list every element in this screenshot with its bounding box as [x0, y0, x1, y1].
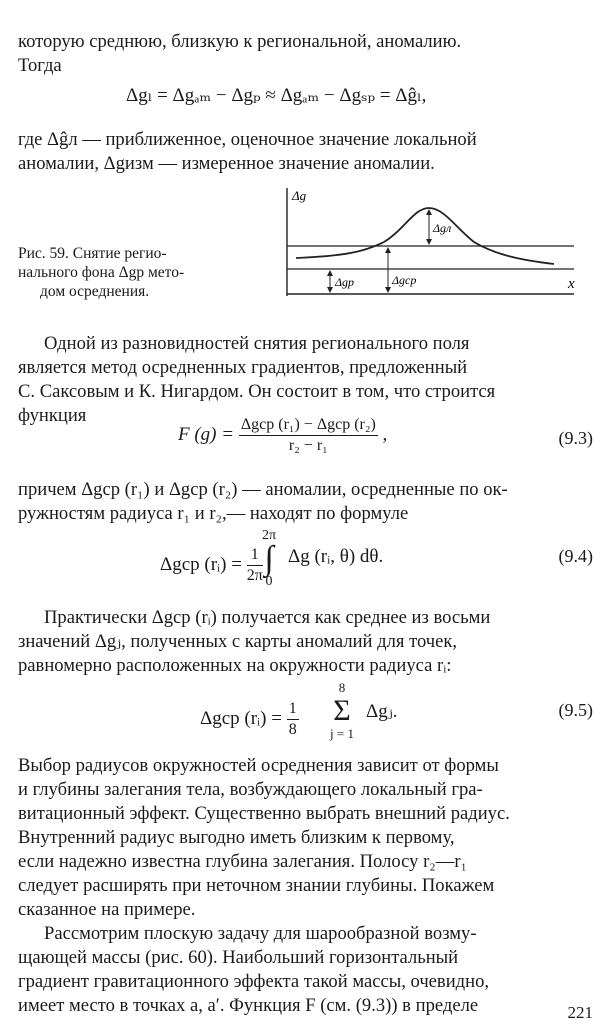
axis-y-label: Δg [292, 188, 307, 203]
text-line: причем Δgср (r₁) и Δgср (r₂) — аномалии, осредненные по ок- [18, 479, 508, 500]
sum-limits [322, 680, 362, 742]
fraction-numerator: 1 [247, 546, 263, 566]
equation-number: (9.5) [558, 700, 593, 720]
paragraph-2 [18, 128, 593, 176]
fraction-denominator: 2π [246, 567, 263, 584]
equation-9-4 [18, 528, 593, 598]
equation-number: (9.3) [558, 428, 593, 448]
equation-lhs: Δgср (rᵢ) = [160, 553, 242, 575]
integral-limits [254, 528, 284, 590]
text-line: функция [18, 405, 87, 426]
sum-upper: 8 [338, 680, 346, 695]
equation-9-3 [18, 416, 593, 464]
text-line: Внутренний радиус выгодно иметь близким к первому, [18, 827, 455, 848]
caption-line: Рис. 59. Снятие регио- [18, 245, 167, 262]
figure-caption [18, 244, 228, 301]
axis-x-label: x [568, 276, 575, 292]
text-line: если надежно известна глубина залегания. Полосу r₂—r₁ [18, 851, 468, 872]
equation-text: Δgₗ = Δgₐₘ − Δgₚ ≈ Δgₐₘ − Δgₛₚ = Δĝₗ, [126, 85, 427, 106]
paragraph-7 [18, 922, 593, 1018]
integral-lower: 0 [265, 574, 273, 589]
text-line: витационный эффект. Существенно выбрать внешний радиус. [18, 803, 510, 824]
arrowhead-icon [426, 209, 432, 215]
text-line: аномалии, Δgизм — измеренное значение аномалии. [18, 153, 435, 174]
page-number: 221 [567, 1003, 593, 1022]
caption-line: дом осреднения. [40, 283, 150, 300]
equation-lhs: Δgср (rᵢ) = [200, 707, 282, 729]
text-line: Практически Δgср (rᵢ) получается как среднее из восьми [44, 607, 491, 628]
label-regional: Δgр [335, 275, 355, 289]
caption-line: нального фона Δgр мето- [18, 264, 185, 281]
equation-rhs: Δg (rᵢ, θ) dθ. [288, 546, 384, 567]
text-line: градиент гравитационного эффекта такой массы, очевидно, [18, 971, 490, 992]
equation-lhs: F (g) = [178, 423, 235, 445]
figure-59 [284, 184, 584, 300]
text-line: следует расширять при неточном знании глубины. Покажем [18, 875, 495, 896]
equation-fraction [239, 416, 378, 455]
text-line: Одной из разновидностей снятия регионального поля [44, 333, 470, 354]
text-line: является метод осредненных градиентов, предложенный [18, 357, 468, 378]
paragraph-4 [18, 478, 593, 526]
text-line: С. Саксовым и К. Нигардом. Он состоит в том, что строится [18, 381, 496, 402]
equation-9-5 [18, 680, 593, 752]
text-line: Выбор радиусов окружностей осреднения зависит от формы [18, 755, 499, 776]
paragraph-3 [18, 332, 593, 428]
text-line: имеет место в точках a, a′. Функция F (см. (9.3)) в пределе [18, 995, 479, 1016]
text-line: равномерно расположенных на окружности радиуса rᵢ: [18, 655, 452, 676]
integral-upper: 2π [261, 528, 277, 543]
equation-local-anomaly [126, 84, 426, 107]
text-line: Тогда [18, 55, 62, 76]
label-mean: Δgср [392, 273, 417, 287]
paragraph-6 [18, 754, 593, 922]
fraction-denominator: r₂ − r₁ [288, 437, 328, 454]
text-line: ружностям радиуса r₁ и r₂,— находят по формуле [18, 503, 409, 524]
label-local: Δgл [433, 221, 452, 235]
text-line: которую среднюю, близкую к региональной, аномалию. [18, 31, 462, 52]
arrowhead-icon [327, 287, 333, 293]
equation-coefficient [287, 700, 299, 739]
integral-sign-icon: ∫ [264, 540, 274, 577]
text-line: щающей массы (рис. 60). Наибольший горизонтальный [18, 947, 459, 968]
arrowhead-icon [327, 270, 333, 276]
text-line: значений Δgⱼ, полученных с карты аномалий для точек, [18, 631, 458, 652]
fraction-denominator: 8 [288, 721, 297, 738]
sum-sign-icon: Σ [333, 694, 351, 727]
equation-number: (9.4) [558, 546, 593, 566]
fraction-numerator: Δgср (r₁) − Δgср (r₂) [239, 416, 378, 436]
paragraph-1 [18, 30, 593, 78]
sum-lower: j = 1 [330, 726, 354, 741]
arrowhead-icon [385, 287, 391, 293]
arrowhead-icon [426, 239, 432, 245]
anomaly-curve [296, 208, 554, 264]
equation-rhs: Δgⱼ. [366, 701, 398, 722]
equation-tail: , [382, 423, 388, 445]
text-line: где Δĝл — приближенное, оценочное значение локальной [18, 129, 477, 150]
arrowhead-icon [385, 247, 391, 253]
fraction-numerator: 1 [287, 700, 299, 720]
paragraph-5 [18, 606, 593, 678]
text-line: сказанное на примере. [18, 899, 196, 920]
text-line: и глубины залегания тела, возбуждающего локальный гра- [18, 779, 483, 800]
text-line: Рассмотрим плоскую задачу для шарообразной возму- [44, 923, 477, 944]
